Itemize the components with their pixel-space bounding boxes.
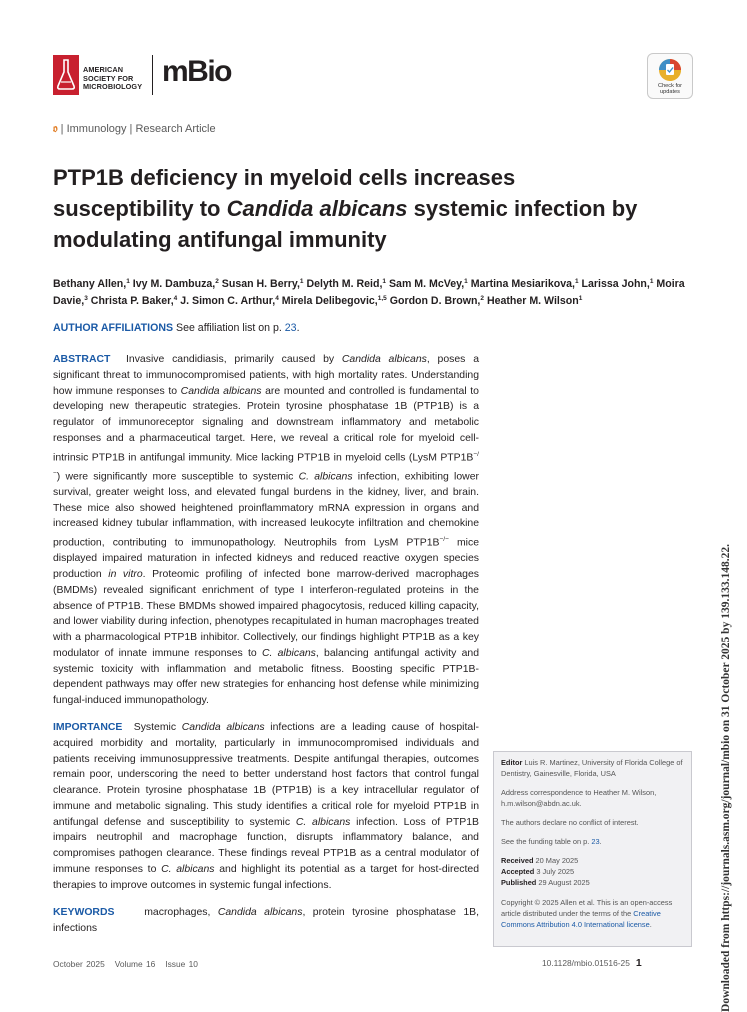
author: Christa P. Baker,$^4$: [90, 295, 178, 307]
importance-label: IMPORTANCE: [53, 722, 123, 733]
article-category: 𝔬 | Immunology | Research Article: [53, 123, 216, 135]
correspondence: Address correspondence to Heather M. Wilson, h.m.wilson@abdn.ac.uk.: [501, 788, 657, 809]
funding-note: See the funding table on p. 23.: [501, 836, 602, 846]
check-for-updates-button[interactable]: [647, 53, 693, 99]
section-label: Immunology: [66, 123, 127, 135]
article-type: Research Article: [135, 123, 216, 135]
importance-section: IMPORTANCE Systemic Candida albicans infections are a leading cause of hospital-acquired morbidity and mortality, particularly in immunocompromised individuals and patients receiving immunosuppressive treatments. Despite antifungal therapies, outcomes remain poor, underscoring the need to better understand host factors that control fungal clearance. Protein tyrosine phosphatase 1B (PTP1B) is a key intracellular regulator of immune and metabolic signaling. This study identifies a critical role for myeloid PTP1B in antifungal defense and susceptibility to systemic C. albicans infection. Loss of PTP1B impairs neutrophil and macrophage function, disrupts inflammatory balance, and compromises pathogen clearance. These findings reveal PTP1B as a central modulator of immune responses to C. albicans and highlight its potential as a target for host-directed therapies to improve outcomes in systemic fungal infections.: [53, 722, 479, 891]
logo-divider: [152, 55, 153, 95]
author: Larissa John,$^1$: [581, 278, 654, 290]
funding-page-link[interactable]: 23: [591, 836, 600, 846]
mbio-logo: [162, 56, 232, 94]
copyright: Copyright © 2025 Allen et al. This is an open-access article distributed under the terms of the Creative Commons Attribution 4.0 International license.: [501, 897, 673, 930]
affiliations-label: AUTHOR AFFILIATIONS: [53, 322, 174, 334]
check-updates-icon: [648, 56, 692, 86]
check-updates-label: Check for updates: [658, 83, 682, 96]
article-title: PTP1B deficiency in myeloid cells increases susceptibility to Candida albicans systemic infection by modulating antifungal immunity: [53, 165, 638, 252]
affiliations-page-link[interactable]: 23: [284, 322, 297, 334]
author: Gordon D. Brown,$^2$: [389, 295, 484, 307]
license-link[interactable]: Creative Commons Attribution 4.0 International license: [501, 908, 661, 930]
abstract: ABSTRACT Invasive candidiasis, primarily caused by Candida albicans, poses a significant threat to immunocompromised patients, with high mortality rates. Understanding how immune responses to Candida albicans are mounted and controlled is fundamental to developing new therapeutic strategies. Protein tyrosine phosphatase 1B (PTP1B) is a regulator of immunoreceptor signaling and downstream inflammatory and metabolic responses and a pharmaceutical target. Here, we reveal a critical role for myeloid cell-intrinsic PTP1B in antifungal immunity. Mice lacking PTP1B in myeloid cells (LysM PTP1B−/−) were significantly more susceptible to systemic C. albicans infection, exhibiting lower survival, greater weight loss, and elevated fungal burdens in the kidney, liver, and brain. These mice also showed heightened proinflammatory mRNA expression in organs and increased kidney tubular inflammation, with increased leukocyte infiltration and chemokine production, contributing to immunopathology. Neutrophils from LysM PTP1B−/− mice displayed impaired maturation in infected kidneys and reduced reactive oxygen species production in vitro. Proteomic profiling of infected bone marrow-derived macrophages (BMDMs) revealed significant enrichment of type I interferon-regulated proteins in the absence of PTP1B. These BMDMs showed impaired phagocytosis, reduced killing capacity, and lower viability during infection, phenotypes recapitulated in human macrophages treated with a pharmacological PTP1B inhibitor. Collectively, our findings highlight PTP1B as a key modulator of innate immune responses to C. albicans, balancing antifungal activity and systemic toxicity with inflammation and metabolic fitness. Boosting specific PTP1B-dependent pathways may offer new strategies for enhancing host defense while minimizing fungal-induced immunopathology.: [53, 354, 479, 707]
author: Martina Mesiarikova,$^1$: [470, 278, 579, 290]
author: Susan H. Berry,$^1$: [221, 278, 304, 290]
keywords-label: KEYWORDS: [53, 907, 115, 918]
doi-link[interactable]: 10.1128/mbio.01516-25: [542, 958, 630, 968]
author: Moira Davie,$^3$: [53, 278, 685, 307]
author: Sam M. McVey,$^1$: [388, 278, 468, 290]
author: J. Simon C. Arthur,$^4$: [180, 295, 279, 307]
author-affiliations: AUTHOR AFFILIATIONS See affiliation list on p. 23.: [53, 322, 300, 334]
conflict-statement: The authors declare no conflict of interest.: [501, 818, 639, 828]
footer-issue-info: October 2025 Volume 16 Issue 10: [53, 959, 198, 969]
journal-logo-text: mBio: [162, 55, 231, 88]
author: Heather M. Wilson$^1$: [486, 295, 583, 307]
asm-logo: [53, 55, 148, 97]
page-number: 1: [635, 957, 642, 969]
footer-doi: [542, 957, 642, 969]
download-watermark: Downloaded from https://journals.asm.org/journal/mbio on 31 October 2025 by 139.133.148.22.: [720, 544, 732, 1012]
author-list: [53, 276, 696, 310]
abstract-label: ABSTRACT: [53, 354, 111, 365]
author: Ivy M. Dambuza,$^2$: [132, 278, 219, 290]
article-dates: Received 20 May 2025 Accepted 3 July 2025 Published 29 August 2025: [501, 855, 590, 888]
asm-society-name: AMERICAN SOCIETY FOR MICROBIOLOGY: [83, 65, 143, 92]
keywords: KEYWORDS macrophages, Candida albicans, protein tyrosine phosphatase 1B, infections: [53, 907, 480, 934]
article-info-sidebar: [493, 751, 692, 947]
author: Bethany Allen,$^1$: [53, 278, 130, 290]
open-access-icon: 𝔬: [53, 123, 58, 135]
author: Delyth M. Reid,$^1$: [306, 278, 387, 290]
author: Mirela Delibegovic,$^{1,5}$: [281, 295, 387, 307]
asm-flask-icon: [53, 55, 79, 95]
editor-info: Editor Luis R. Martinez, University of Florida College of Dentistry, Gainesville, Florida, USA: [501, 758, 683, 779]
